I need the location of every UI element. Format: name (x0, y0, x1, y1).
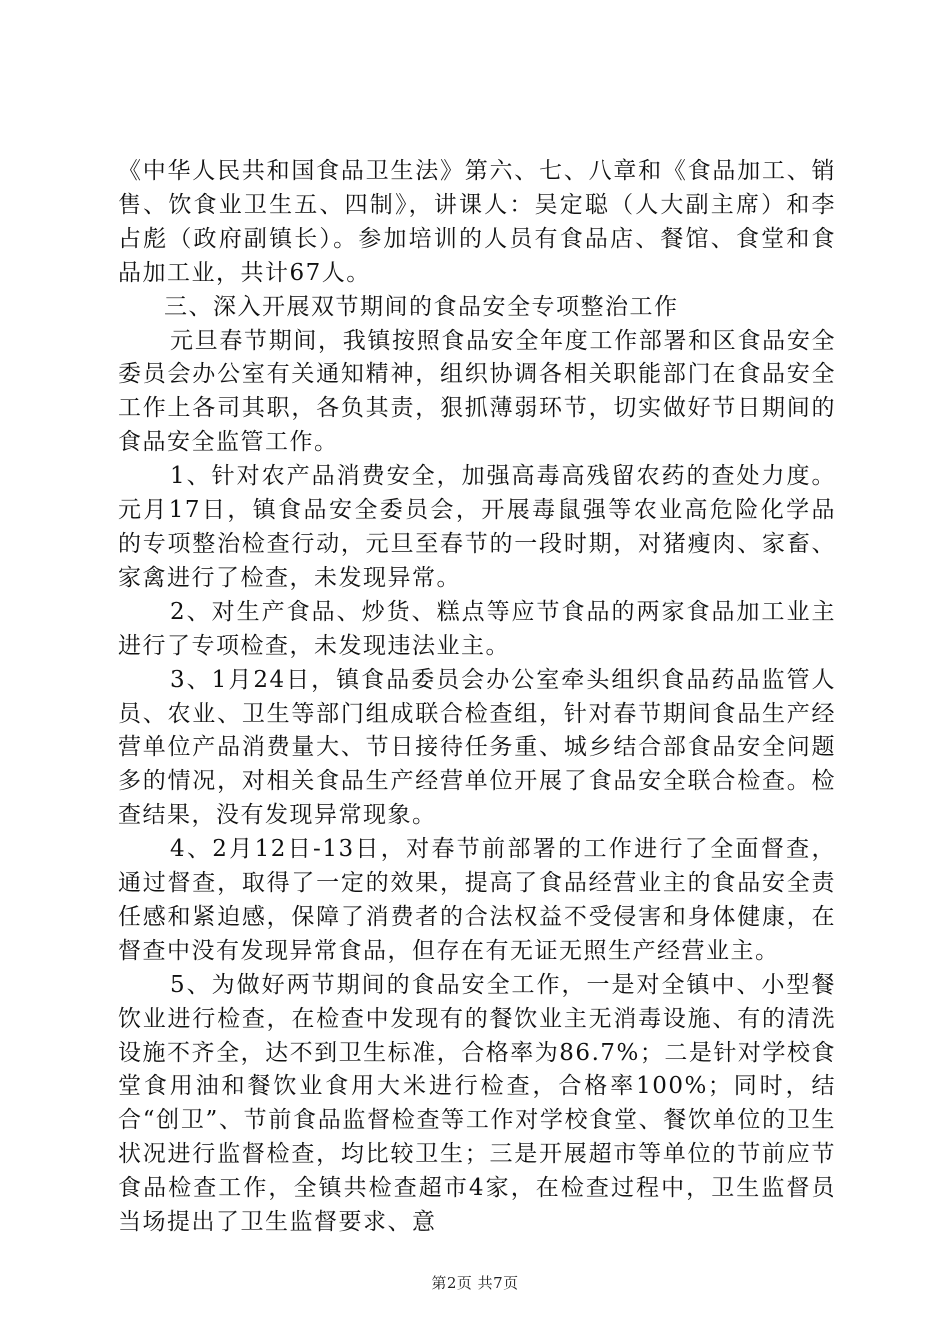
document-body (118, 155, 836, 1240)
page-number-footer: 第2页 共7页 (431, 1274, 519, 1292)
section-heading-holiday-food-safety: 三、深入开展双节期间的食品安全专项整治工作 (164, 293, 679, 320)
paragraph-item-3-joint-inspection: 3、1月24日，镇食品委员会办公室牵头组织食品药品监管人员、农业、卫生等部门组成联合检查组，针对春节期间食品生产经营单位产品消费量大、节日接待任务重、城乡结合部食品安全问题多的情况，对相关食品生产经营单位开展了食品安全联合检查。检查结果，没有发现异常现象。 (118, 666, 836, 829)
paragraph-item-2-food-processors: 2、对生产食品、炒货、糕点等应节食品的两家食品加工业主进行了专项检查，未发现违法业主。 (118, 598, 836, 659)
paragraph-item-1-agricultural-products: 1、针对农产品消费安全，加强高毒高残留农药的查处力度。元月17日，镇食品安全委员会，开展毒鼠强等农业高危险化学品的专项整治检查行动，元旦至春节的一段时期，对猪瘦肉、家畜、家禽进行了检查，未发现异常。 (118, 463, 836, 591)
paragraph-item-4-supervision: 4、2月12日-13日，对春节前部署的工作进行了全面督查，通过督查，取得了一定的效果，提高了食品经营业主的食品安全责任感和紧迫感，保障了消费者的合法权益不受侵害和身体健康，在督查中没有发现异常食品，但存在有无证无照生产经营业主。 (118, 836, 836, 964)
paragraph-item-5-catering-inspection: 5、为做好两节期间的食品安全工作，一是对全镇中、小型餐饮业进行检查，在检查中发现有的餐饮业主无消毒设施、有的清洗设施不齐全，达不到卫生标准，合格率为86.7%；二是针对学校食堂食用油和餐饮业食用大米进行检查，合格率100%；同时，结合“创卫”、节前食品监督检查等工作对学校食堂、餐饮单位的卫生状况进行监督检查，均比较卫生；三是开展超市等单位的节前应节食品检查工作，全镇共检查超市4家，在检查过程中，卫生监督员当场提出了卫生监督要求、意 (118, 971, 836, 1236)
paragraph-holiday-overview: 元旦春节期间，我镇按照食品安全年度工作部署和区食品安全委员会办公室有关通知精神，组织协调各相关职能部门在食品安全工作上各司其职，各负其责，狠抓薄弱环节，切实做好节日期间的食品安全监管工作。 (118, 327, 836, 456)
paragraph-training-attendees: 《中华人民共和国食品卫生法》第六、七、八章和《食品加工、销售、饮食业卫生五、四制》，讲课人：吴定聪（人大副主席）和李占彪（政府副镇长）。参加培训的人员有食品店、餐馆、食堂和食品加工业，共计67人。 (118, 158, 836, 286)
